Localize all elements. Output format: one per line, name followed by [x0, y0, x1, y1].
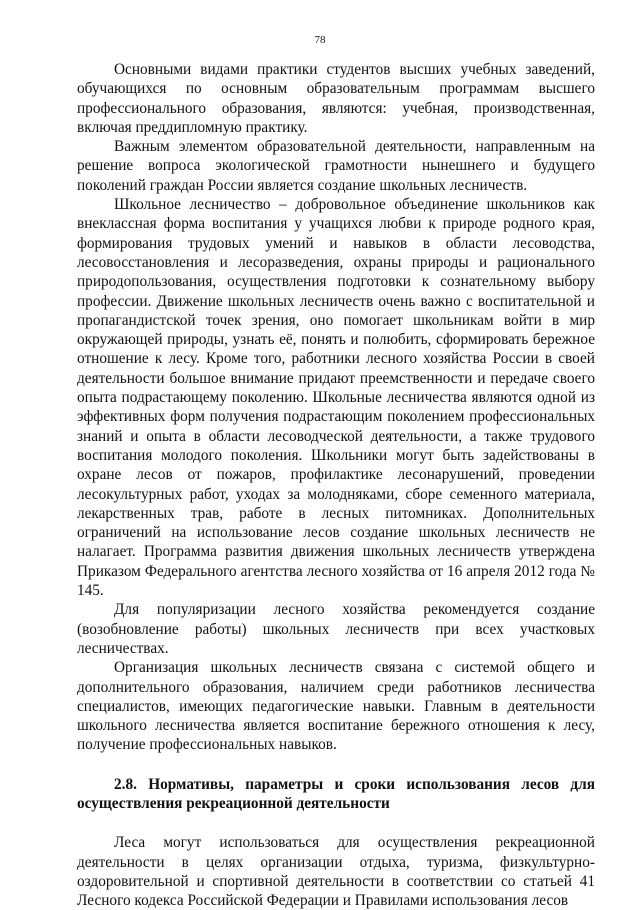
paragraph: Основными видами практики студентов высших учебных заведений, обучающихся по основным образовательным программам высшего профессионального образования, являются: учебная, производственная, включая преддипломную практику. — [77, 61, 595, 136]
paragraph: Важным элементом образовательной деятельности, направленным на решение вопроса экологической грамотности нынешнего и будущего поколений граждан России является создание школьных лесничеств. — [77, 138, 595, 194]
section-heading — [77, 775, 595, 814]
section-number: 2.8. — [114, 775, 137, 793]
paragraph: Школьное лесничество – добровольное объединение школьников как внеклассная форма воспитания у учащихся любви к природе родного края, формирования трудовых умений и навыков в области лесоводства, лесовосстановления и лесоразведения, охраны природы и рационального природопользования, осуществления подготовки к сознательному выбору профессии. Движение школьных лесничеств очень важно с воспитательной и пропагандистской точек зрения, оно помогает школьникам войти в мир окружающей природы, узнать её, понять и полюбить, сформировать бережное отношение к лесу. Кроме того, работники лесного хозяйства России в своей деятельности большое внимание придают преемственности и передаче своего опыта подрастающему поколению. Школьные лесничества являются одной из эффективных форм получения подрастающим поколением профессиональных знаний и опыта в области лесоводческой деятельности, а также трудового воспитания молодого поколения. Школьники могут быть задействованы в охране лесов от пожаров, профилактике лесонарушений, проведении лесокультурных работ, уходах за молодняками, сборе семенного материала, лекарственных трав, работе в лесных питомниках. Дополнительных ограничений на использование лесов создание школьных лесничеств не налагает. Программа развития движения школьных лесничеств утверждена Приказом Федерального агентства лесного хозяйства от 16 апреля 2012 года № 145. — [77, 196, 595, 600]
page-number: 78 — [314, 34, 326, 46]
paragraph: Леса могут использоваться для осуществления рекреационной деятельности в целях организации отдыха, туризма, физкультурно-оздоровительной и спортивной деятельности в соответствии со статьей 41 Лесного кодекса Российской Федерации и Правилами использования лесов — [77, 834, 595, 910]
page-body — [77, 60, 595, 910]
paragraph: Для популяризации лесного хозяйства рекомендуется создание (возобновление работы) школьных лесничеств при всех участковых лесничествах. — [77, 601, 595, 657]
paragraph: Организация школьных лесничеств связана с системой общего и дополнительного образования, наличием среди работников лесничества специалистов, имеющих педагогические навыки. Главным в деятельности школьного лесничества является воспитание бережного отношения к лесу, получение профессиональных навыков. — [77, 659, 595, 754]
section-title: Нормативы, параметры и сроки использования лесов для осуществления рекреационной деятельности — [77, 775, 596, 812]
